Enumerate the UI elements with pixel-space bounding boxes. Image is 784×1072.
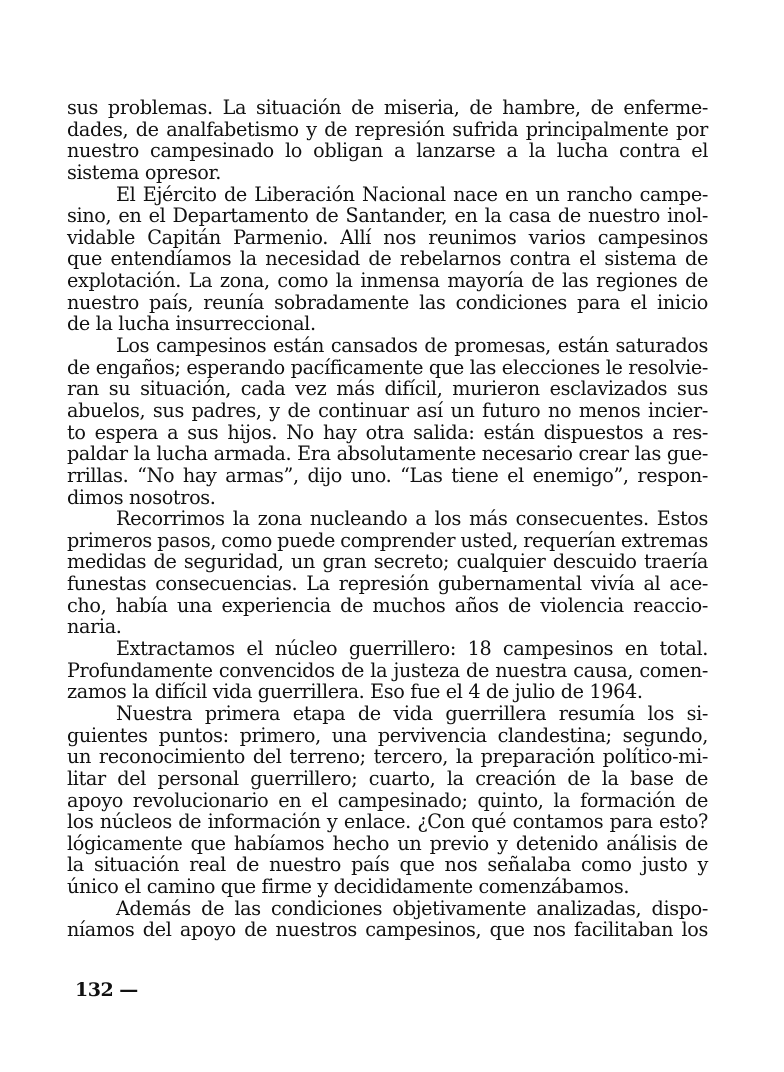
text-line: zamos la difícil vida guerrillera. Eso fue el 4 de julio de 1964. [67,680,643,704]
paragraph [67,184,708,335]
text-line: lógicamente que habíamos hecho un previo y detenido análisis de [67,831,708,855]
text-line: de la lucha insurreccional. [67,312,316,336]
text-line: níamos del apoyo de nuestros campesinos, que nos facilitaban los [67,918,708,942]
text-line: naria. [67,615,122,639]
paragraph [67,335,708,508]
text-line: que entendíamos la necesidad de rebelarnos contra el sistema de [67,247,708,271]
text-line: nuestro país, reunía sobradamente las condiciones para el inicio [67,290,708,314]
text-line: explotación. La zona, como la inmensa mayoría de las regiones de [67,269,708,293]
text-line: Además de las condiciones objetivamente analizadas, dispo- [116,896,708,920]
text-line: to espera a sus hijos. No hay otra salida: están dispuestos a res- [67,420,708,444]
paragraph [67,898,708,941]
text-line: rrillas. “No hay armas”, dijo uno. “Las tiene el enemigo”, respon- [67,463,708,487]
paragraph [67,703,708,898]
text-line: sino, en el Departamento de Santander, en la casa de nuestro inol- [67,204,708,228]
text-line: un reconocimiento del terreno; tercero, la preparación político-mi- [67,745,708,769]
text-line: de engaños; esperando pacíficamente que las elecciones le resolvie- [67,355,708,379]
text-line: Recorrimos la zona nucleando a los más consecuentes. Estos [116,507,708,531]
text-line: sistema opresor. [67,160,221,184]
text-line: los núcleos de información y enlace. ¿Con qué contamos para esto? [67,810,708,834]
text-line: nuestro campesinado lo obligan a lanzarse a la lucha contra el [67,139,708,163]
text-line: guientes puntos: primero, una pervivencia clandestina; segundo, [67,723,708,747]
text-line: paldar la lucha armada. Era absolutamente necesario crear las gue- [67,442,708,466]
text-line: la situación real de nuestro país que nos señalaba como justo y [67,853,708,877]
body-text [67,97,708,941]
paragraph [67,638,708,703]
text-line: cho, había una experiencia de muchos años de violencia reaccio- [67,593,708,617]
text-line: ran su situación, cada vez más difícil, murieron esclavizados sus [67,377,708,401]
text-line: único el camino que firme y decididamente comenzábamos. [67,875,630,899]
text-line: dimos nosotros. [67,485,216,509]
text-line: dades, de analfabetismo y de represión sufrida principalmente por [67,117,708,141]
paragraph [67,97,708,184]
text-line: apoyo revolucionario en el campesinado; quinto, la formación de [67,788,708,812]
text-line: litar del personal guerrillero; cuarto, la creación de la base de [67,766,708,790]
page-number: 132 — [75,979,138,1001]
text-line: Los campesinos están cansados de promesas, están saturados [116,334,708,358]
text-line: El Ejército de Liberación Nacional nace en un rancho campe- [116,182,708,206]
text-line: Nuestra primera etapa de vida guerrillera resumía los si- [116,701,708,725]
text-line: Extractamos el núcleo guerrillero: 18 campesinos en total. [116,637,708,661]
text-line: sus problemas. La situación de miseria, de hambre, de enferme- [67,96,708,119]
text-line: abuelos, sus padres, y de continuar así un futuro no menos incier- [67,398,708,422]
text-line: funestas consecuencias. La represión gubernamental vivía al ace- [67,572,708,596]
text-line: Profundamente convencidos de la justeza de nuestra causa, comen- [67,658,708,682]
paragraph [67,508,708,638]
text-line: medidas de seguridad, un gran secreto; cualquier descuido traería [67,550,708,574]
text-line: primeros pasos, como puede comprender usted, requerían extremas [67,528,708,552]
text-line: vidable Capitán Parmenio. Allí nos reunimos varios campesinos [67,225,708,249]
